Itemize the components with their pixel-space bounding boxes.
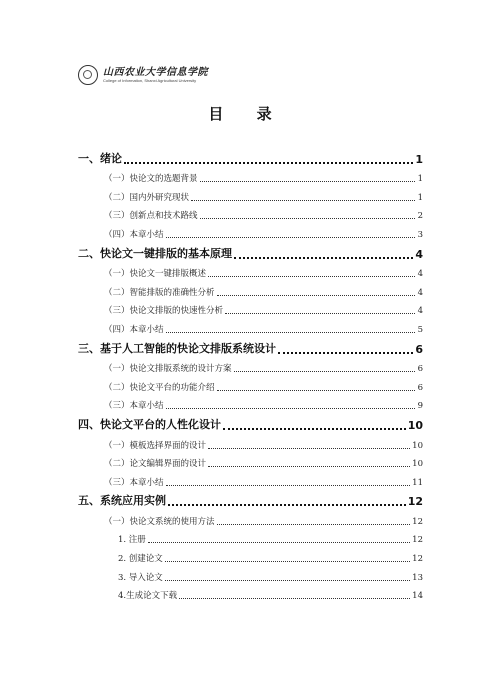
dot-leader xyxy=(148,542,410,543)
dot-leader xyxy=(165,561,410,562)
dot-leader xyxy=(166,485,411,486)
toc-section-entry[interactable] xyxy=(78,316,423,335)
dot-leader xyxy=(124,162,413,164)
dot-leader xyxy=(168,504,406,506)
logo-chinese-name: 山西农业大学信息学院 xyxy=(103,66,208,78)
toc-entry-label: （四）本章小结 xyxy=(104,229,164,240)
toc-page-number: 14 xyxy=(412,591,423,602)
dot-leader xyxy=(208,448,410,449)
toc-entry-label: （三）本章小结 xyxy=(104,401,164,412)
dot-leader xyxy=(208,466,410,467)
toc-entry-label: （三）快论文排版的快速性分析 xyxy=(104,306,224,317)
toc-page-number: 6 xyxy=(417,382,423,393)
toc-section-entry[interactable] xyxy=(78,221,423,240)
toc-page-number: 5 xyxy=(417,324,423,335)
dot-leader xyxy=(166,237,415,238)
table-of-contents xyxy=(78,145,423,601)
toc-entry-label: （三）本章小结 xyxy=(104,477,164,488)
toc-section-entry[interactable] xyxy=(78,203,423,222)
toc-page-number: 1 xyxy=(417,174,423,185)
dot-leader xyxy=(208,276,415,277)
toc-page-number: 6 xyxy=(415,342,423,356)
toc-page-number: 3 xyxy=(417,229,423,240)
dot-leader xyxy=(179,598,410,599)
toc-entry-label: （二）快论文平台的功能介绍 xyxy=(104,382,215,393)
toc-page-number: 13 xyxy=(412,572,423,583)
toc-page-number: 10 xyxy=(412,459,423,470)
toc-entry-label: （二）论文编辑界面的设计 xyxy=(104,459,207,470)
toc-page-number: 1 xyxy=(415,152,423,166)
toc-entry-label: （一）快论文的选题背景 xyxy=(104,174,198,185)
dot-leader xyxy=(217,524,411,525)
toc-entry-label: （一）快论文系统的使用方法 xyxy=(104,516,215,527)
toc-chapter-entry[interactable] xyxy=(78,488,423,509)
toc-page-number: 12 xyxy=(412,535,423,546)
toc-page-number: 10 xyxy=(407,418,423,432)
dot-leader xyxy=(223,428,406,430)
logo-wordmark xyxy=(103,68,208,83)
dot-leader xyxy=(165,580,410,581)
dot-leader xyxy=(200,218,415,219)
toc-page-number: 11 xyxy=(412,477,423,488)
toc-entry-label: （三）创新点和技术路线 xyxy=(104,211,198,222)
toc-entry-label: （一）快论文一键排版概述 xyxy=(104,269,207,280)
toc-subsection-entry[interactable] xyxy=(78,545,423,564)
toc-page-number: 2 xyxy=(417,211,423,222)
dot-leader xyxy=(200,181,415,182)
toc-entry-label: （二）智能排版的准确性分析 xyxy=(104,287,215,298)
toc-section-entry[interactable] xyxy=(78,508,423,527)
dot-leader xyxy=(217,295,415,296)
toc-entry-label: 二、快论文一键排版的基本原理 xyxy=(78,246,232,260)
toc-section-entry[interactable] xyxy=(78,356,423,375)
toc-section-entry[interactable] xyxy=(78,469,423,488)
toc-page-number: 12 xyxy=(412,516,423,527)
toc-page-number: 12 xyxy=(412,554,423,565)
dot-leader xyxy=(166,408,415,409)
college-logo xyxy=(78,62,218,88)
toc-section-entry[interactable] xyxy=(78,298,423,317)
toc-section-entry[interactable] xyxy=(78,261,423,280)
college-seal-icon xyxy=(78,65,98,85)
logo-english-name: College of Information, Shanxi Agricultural University xyxy=(103,77,197,83)
toc-chapter-entry[interactable] xyxy=(78,240,423,261)
toc-page-number: 6 xyxy=(417,364,423,375)
dot-leader xyxy=(225,313,415,314)
toc-entry-label: 2. 创建论文 xyxy=(118,554,163,565)
toc-section-entry[interactable] xyxy=(78,374,423,393)
toc-page-number: 12 xyxy=(407,495,423,509)
toc-page-number: 9 xyxy=(417,401,423,412)
toc-section-entry[interactable] xyxy=(78,279,423,298)
toc-page-number: 4 xyxy=(417,269,423,280)
toc-entry-label: 一、绪论 xyxy=(78,151,122,165)
toc-section-entry[interactable] xyxy=(78,451,423,470)
toc-section-entry[interactable] xyxy=(78,432,423,451)
dot-leader xyxy=(166,332,415,333)
toc-section-entry[interactable] xyxy=(78,184,423,203)
dot-leader xyxy=(234,371,415,372)
toc-entry-label: 四、快论文平台的人性化设计 xyxy=(78,417,221,431)
dot-leader xyxy=(234,257,413,259)
toc-entry-label: 3. 导入论文 xyxy=(118,572,163,583)
dot-leader xyxy=(191,200,415,201)
toc-entry-label: （一）模板选择界面的设计 xyxy=(104,440,207,451)
toc-entry-label: （四）本章小结 xyxy=(104,324,164,335)
toc-entry-label: （一）快论文排版系统的设计方案 xyxy=(104,364,232,375)
toc-chapter-entry[interactable] xyxy=(78,145,423,166)
toc-page-number: 4 xyxy=(415,247,423,261)
toc-subsection-entry[interactable] xyxy=(78,527,423,546)
toc-page-number: 10 xyxy=(412,440,423,451)
toc-page-number: 4 xyxy=(417,306,423,317)
toc-chapter-entry[interactable] xyxy=(78,411,423,432)
toc-entry-label: 三、基于人工智能的快论文排版系统设计 xyxy=(78,341,276,355)
dot-leader xyxy=(278,352,413,354)
dot-leader xyxy=(217,390,415,391)
toc-subsection-entry[interactable] xyxy=(78,583,423,602)
toc-entry-label: 1. 注册 xyxy=(118,535,146,546)
toc-entry-label: 五、系统应用实例 xyxy=(78,494,166,508)
toc-page-number: 1 xyxy=(417,192,423,203)
toc-entry-label: （二）国内外研究现状 xyxy=(104,192,190,203)
toc-title: 目 录 xyxy=(208,105,286,123)
toc-page-number: 4 xyxy=(417,287,423,298)
toc-section-entry[interactable] xyxy=(78,166,423,185)
toc-subsection-entry[interactable] xyxy=(78,564,423,583)
toc-section-entry[interactable] xyxy=(78,393,423,412)
toc-entry-label: 4.生成论文下载 xyxy=(118,591,178,602)
toc-chapter-entry[interactable] xyxy=(78,335,423,356)
